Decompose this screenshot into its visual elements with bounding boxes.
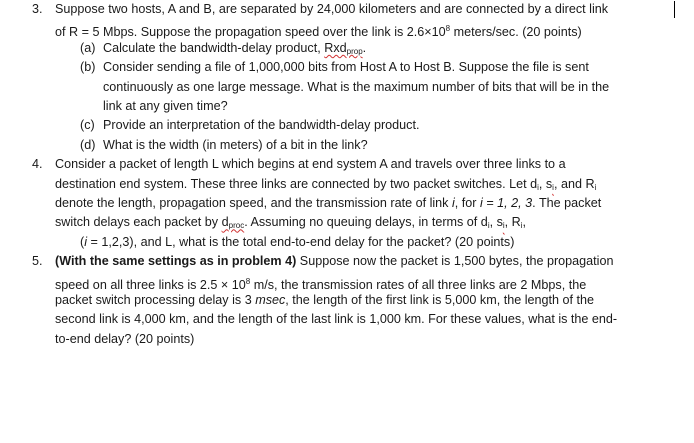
problem-4-line-4: switch delays each packet by dproc. Assuming no queuing delays, in terms of di, si, Ri,	[55, 215, 527, 231]
problem-3a-text: Calculate the bandwidth-delay product, Rxdprop.	[103, 40, 367, 56]
problem-3-number: 3.	[32, 2, 43, 16]
problem-3b-line-2: continuously as one large message. What is the maximum number of bits that will be in the	[103, 79, 610, 94]
problem-3d-text: What is the width (in meters) of a bit in the link?	[103, 137, 368, 152]
problem-4-number: 4.	[32, 157, 43, 172]
problem-5-line-5: to-end delay? (20 points)	[55, 331, 195, 346]
problem-3d-label: (d)	[80, 137, 96, 152]
problem-3a-label: (a)	[80, 40, 96, 55]
problem-3c-text: Provide an interpretation of the bandwidth-delay product.	[103, 118, 420, 133]
spellcheck-flag[interactable]: dproc	[221, 215, 245, 231]
problem-3-line-2: of R = 5 Mbps. Suppose the propagation speed over the link is $2.6\times 10^8$ meters/sec. (20 points)	[55, 24, 582, 40]
problem-3-line-1: Suppose two hosts, A and B, are separated by 24,000 kilometers and are connected by a direct link	[55, 2, 609, 16]
problem-3b-label: (b)	[80, 60, 96, 75]
spellcheck-flag[interactable]: Rxdprop	[324, 40, 363, 56]
problem-5-line-4: second link is 4,000 km, and the length of the last link is 1,000 km. For these values, what is the end-	[55, 312, 618, 327]
problem-4-line-2: destination end system. These three links are connected by two packet switches. Let di, si, and Ri	[55, 176, 597, 192]
problem-3b-line-1: Consider sending a file of 1,000,000 bits from Host A to Host B. Suppose the file is sent	[103, 60, 589, 75]
problem-4-line-1: Consider a packet of length L which begins at end system A and travels over three links to a	[55, 157, 566, 172]
problem-5-line-1: (With the same settings as in problem 4) Suppose now the packet is 1,500 bytes, the propagation	[55, 254, 614, 269]
problem-4-line-3: denote the length, propagation speed, and the transmission rate of link i, for i = 1, 2, 3. The packet	[55, 196, 602, 210]
problem-5-line-3: packet switch processing delay is 3 msec, the length of the first link is 5,000 km, the length of the	[55, 293, 595, 307]
problem-3c-label: (c)	[80, 118, 95, 133]
problem-3b-line-3: link at any given time?	[103, 99, 228, 113]
problem-5-line-2: speed on all three links is $2.5 \times 10^8$ m/s, the transmission rates of all three links are 2 Mbps, the	[55, 276, 587, 292]
text-cursor	[674, 1, 675, 18]
problem-5-number: 5.	[32, 254, 43, 269]
problem-4-line-5: (i = 1,2,3), and L, what is the total end-to-end delay for the packet? (20 points)	[80, 234, 515, 249]
